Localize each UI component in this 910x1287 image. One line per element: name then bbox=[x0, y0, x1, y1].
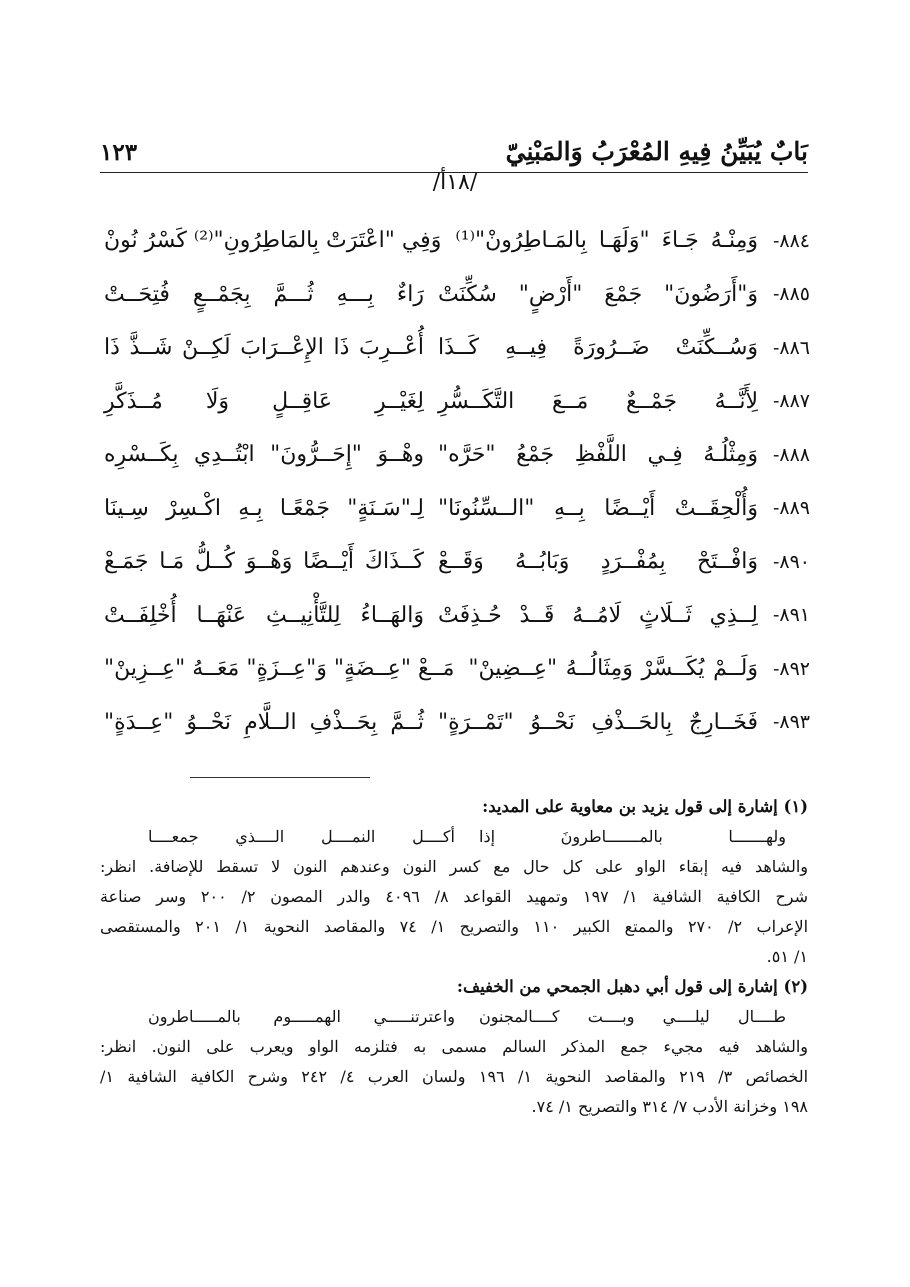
verse-line bbox=[104, 268, 810, 322]
verse-number: ٨٩٢- bbox=[772, 657, 810, 680]
poem-first-hemistich: ولهـــــــا بالمـــــــاطرونَ إذا bbox=[479, 827, 786, 846]
running-header bbox=[100, 118, 808, 173]
verse-line bbox=[104, 482, 810, 536]
verse-first-hemistich: وَلَــمْ يُكَــسَّرْ وَمِثَالُــهُ "عِــضِينْ" bbox=[468, 656, 758, 682]
footnote-poem-verse bbox=[100, 822, 808, 852]
footnote-heading: (٢) إشارة إلى قول أبي دهبل الجمحي من الخفيف: bbox=[456, 977, 808, 996]
verse-first-hemistich: وَمِنْـهُ جَـاءَ "وَلَهَـا بِالمَـاطِرُونْ"⁽¹⁾ bbox=[455, 228, 758, 254]
verse-second-hemistich: لِغَيْــرِ عَاقِــلٍ وَلَا مُــذَكَّرِ bbox=[104, 388, 424, 414]
footnote-text-line: الخصائص ٣/ ٢١٩ والمقاصد النحوية ١/ ١٩٦ ولسان العرب ٤/ ٢٤٢ وشرح الكافية الشافية ١/ bbox=[100, 1067, 809, 1086]
footnote-poem-verse bbox=[100, 1002, 808, 1032]
verse-second-hemistich: كَــذَاكَ أَيْــضًا وَهْــوَ كُــلُّ مَـا جَمَـعْ bbox=[104, 549, 424, 575]
footnote-text-line: شرح الكافية الشافية ١/ ١٩٧ وتمهيد القواعد ٨/ ٤٠٩٦ والدر المصون ٢/ ٢٠٠ وسر صناعة bbox=[100, 887, 809, 906]
verse-number: ٨٨٩- bbox=[772, 497, 810, 520]
verse-first-hemistich: وَ"أَرَضُونَ" جَمْعَ "أَرْضٍ" سُكِّنَتْ bbox=[438, 281, 758, 307]
verse-first-hemistich: لِــذِي ثَــلَاثٍ لَامُــهُ قَــدْ حُـذِفَتْ bbox=[438, 602, 758, 628]
verse-number: ٨٩٠- bbox=[772, 550, 810, 573]
verse-line bbox=[104, 642, 810, 696]
verse-number: ٨٨٤- bbox=[772, 229, 810, 252]
verse-line bbox=[104, 696, 810, 750]
poem-second-hemistich: أكــــل النمــــل الــــذي جمعــــا bbox=[148, 827, 455, 846]
verse-second-hemistich: ثُــمَّ بِحَــذْفِ الــلَّامِ نَحْــوُ "عِــدَةٍ" bbox=[104, 709, 424, 735]
verse-second-hemistich: وَفِي "اعْتَرَتْ بِالمَاطِرُونِ"⁽²⁾ كَسْرُ نُونْ bbox=[104, 228, 442, 254]
footnote-divider bbox=[190, 777, 370, 778]
verse-number: ٨٩١- bbox=[772, 604, 810, 627]
verse-first-hemistich: وَافْــتَحْ بِمُفْــرَدٍ وَبَابُــهُ وَقَــعْ bbox=[438, 549, 758, 575]
verse-number: ٨٨٨- bbox=[772, 443, 810, 466]
verse-number: ٨٨٦- bbox=[772, 336, 810, 359]
verse-line bbox=[104, 535, 810, 589]
footnote-heading: (١) إشارة إلى قول يزيد بن معاوية على المديد: bbox=[482, 797, 808, 816]
verse-first-hemistich: وَمِثْلُـهُ فِـي اللَّفْظِ جَمْعُ "حَرَّه" bbox=[438, 442, 758, 468]
footnote-text-line: الإعراب ٢/ ٢٧٠ والممتع الكبير ١١٠ والتصريح ١/ ٧٤ والمقاصد النحوية ١/ ٢٠١ والمستقصى bbox=[100, 917, 809, 936]
footnotes bbox=[100, 792, 808, 1122]
poem-second-hemistich: واعترتنـــــي الهمـــــوم بالمـــــاطرون bbox=[148, 1007, 455, 1026]
footnote-text-line: ١/ ٥١. bbox=[766, 947, 808, 966]
verse-line bbox=[104, 428, 810, 482]
verse-second-hemistich: وَالهَــاءُ لِلتَّأْنِيــثِ عَنْهَــا أُخْلِفَــتْ bbox=[104, 602, 424, 628]
verse-second-hemistich: أُعْــرِبَ ذَا الإِعْــرَابَ لَكِــنْ شَــذَّ ذَا bbox=[104, 335, 424, 361]
verse-number: ٨٩٣- bbox=[772, 711, 810, 734]
verse-first-hemistich: فَخَــارِجٌ بِالحَــذْفِ نَحْــوُ "تَمْــرَةٍ" bbox=[438, 709, 758, 735]
page-number: ١٢٣ bbox=[100, 139, 138, 166]
verse-line bbox=[104, 321, 810, 375]
footnote-text-line: والشاهد فيه إبقاء الواو على كل حال مع كسر النون وعندهم النون لا تسقط للإضافة. انظر: bbox=[100, 857, 808, 876]
verse-line bbox=[104, 214, 810, 268]
verse-second-hemistich: رَاءٌ بِـــهِ ثُـــمَّ بِجَمْــعٍ فُتِحَــتْ bbox=[104, 281, 424, 307]
poem-first-hemistich: طــــال ليلــــي وبــــت كــــالمجنون bbox=[479, 1007, 786, 1026]
footnote-2 bbox=[100, 972, 808, 1122]
verse-second-hemistich: مَــعْ "عِــضَةٍ" وَ"عِــزَةٍ" مَعَــهُ "عِــزِينْ" bbox=[104, 656, 455, 682]
footnote-text-line: ١٩٨ وخزانة الأدب ٧/ ٣١٤ والتصريح ١/ ٧٤. bbox=[531, 1097, 808, 1116]
verse-number: ٨٨٥- bbox=[772, 283, 810, 306]
verse-line bbox=[104, 375, 810, 429]
footnote-text-line: والشاهد فيه مجيء جمع المذكر السالم مسمى به فتلزمه الواو ويعرب على النون. انظر: bbox=[100, 1037, 808, 1056]
verse-first-hemistich: لِأَنَّــهُ جَمْــعٌ مَــعَ التَّكَــسُّرِ bbox=[438, 388, 758, 414]
verse-first-hemistich: وَأُلْحِقَــتْ أَيْــضًا بِــهِ "الــسِّنُونَا" bbox=[438, 495, 758, 521]
verse-number: ٨٨٧- bbox=[772, 390, 810, 413]
footnote-1 bbox=[100, 792, 808, 972]
verse-second-hemistich: لِـ"سَـنَةٍ" جَمْعًـا بِـهِ اكْـسِرْ سِـينَا bbox=[104, 495, 424, 521]
verse-line bbox=[104, 589, 810, 643]
chapter-title: بَابٌ يُبَيِّنُ فِيهِ المُعْرَبُ وَالمَبْنِيّ bbox=[505, 137, 808, 166]
manuscript-folio-mark: /١٨أ/ bbox=[432, 170, 478, 195]
verse-list bbox=[104, 214, 810, 749]
verse-first-hemistich: وَسُــكِّنَتْ ضَــرُورَةً فِيــهِ كَــذَا bbox=[438, 335, 758, 361]
verse-second-hemistich: وهْــوَ "إِحَــرُّونَ" ابْتُــدِي بِكَــسْرِه bbox=[104, 442, 424, 468]
